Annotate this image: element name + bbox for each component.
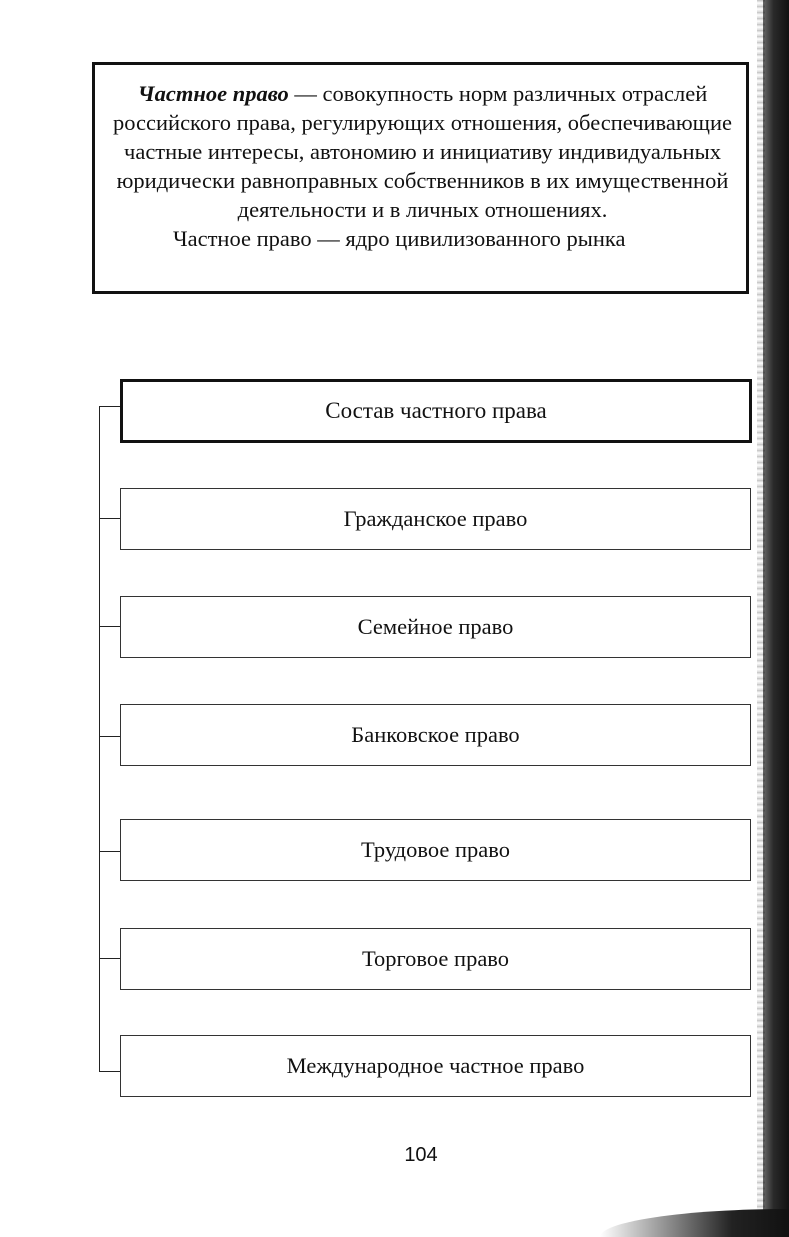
branch-5 (99, 958, 121, 959)
tree-connector (99, 406, 100, 1072)
page-number: 104 (404, 1144, 438, 1166)
diagram-header: Состав частного права (120, 379, 752, 443)
definition-term: Частное право (137, 81, 289, 106)
branch-4 (99, 851, 121, 852)
branch-header (99, 406, 121, 407)
definition-text: — совокупность норм различных отраслей российского права, регулирующих отношения, обеспечивающие частные интересы, автономию и инициативу индивидуальных юридически равноправных собственников в их имущественной деятельности и в личных отношениях. (112, 81, 733, 222)
item-family-law: Семейное право (120, 596, 751, 658)
branch-2 (99, 626, 121, 627)
definition-box (92, 62, 749, 294)
item-civil-law: Гражданское право (120, 488, 751, 550)
item-international-private-law: Международное частное право (120, 1035, 751, 1097)
item-labor-law: Трудовое право (120, 819, 751, 881)
branch-6 (99, 1071, 121, 1072)
page-edge (763, 0, 789, 1237)
item-banking-law: Банковское право (120, 704, 751, 766)
definition-core: Частное право — ядро цивилизованного рынка (173, 226, 626, 251)
page-bottom-shadow (600, 1209, 789, 1237)
branch-3 (99, 736, 121, 737)
branch-1 (99, 518, 121, 519)
item-trade-law: Торговое право (120, 928, 751, 990)
